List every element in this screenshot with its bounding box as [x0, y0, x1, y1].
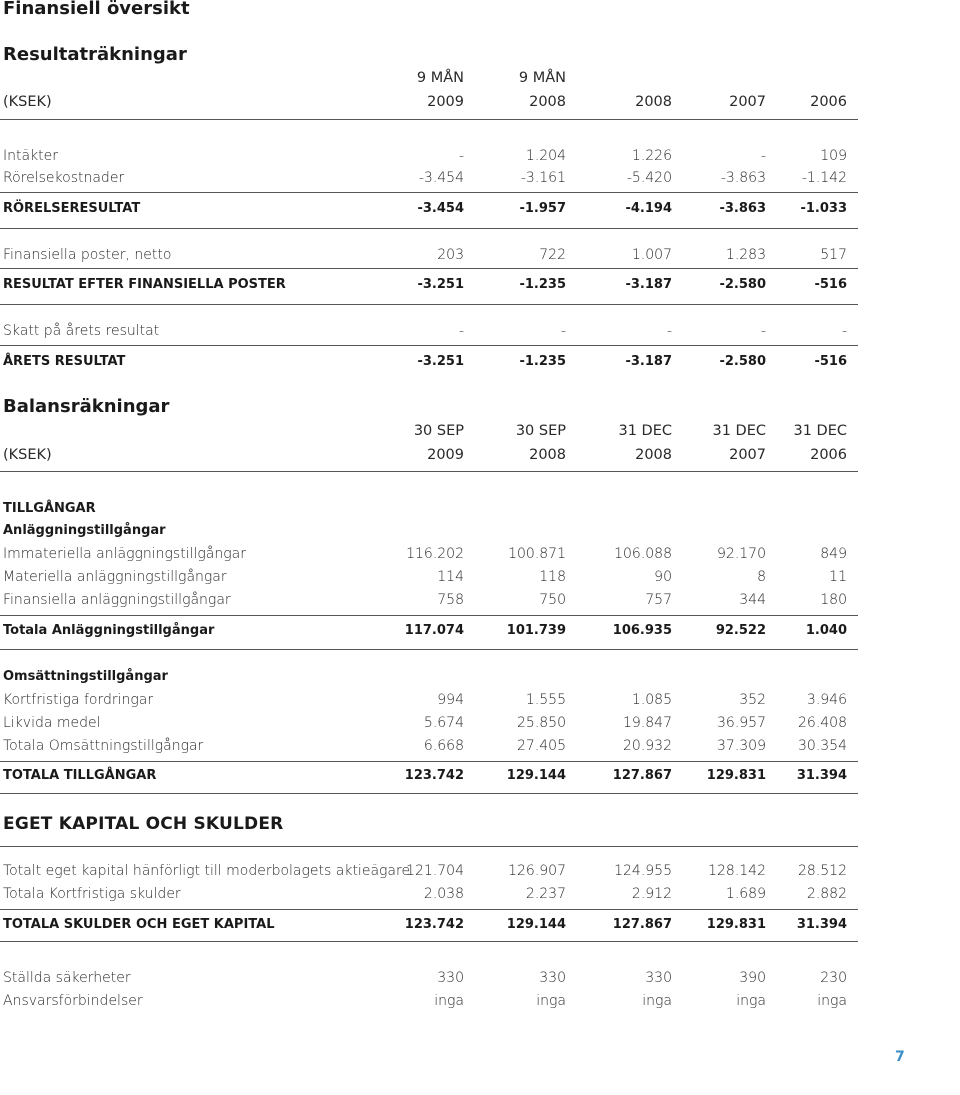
divider [0, 192, 858, 193]
table-row [0, 245, 858, 265]
divider [0, 649, 858, 650]
row-label: Kortfristiga fordringar [3, 692, 154, 708]
column-header: 31 DEC [712, 423, 766, 439]
cell: 2.038 [423, 886, 464, 902]
table-row-total [0, 275, 858, 295]
table-row-total [0, 199, 858, 219]
cell: 117.074 [404, 623, 464, 638]
cell: - [560, 323, 566, 339]
table-row [0, 590, 858, 610]
cell: 750 [539, 592, 566, 608]
cell: 30.354 [798, 738, 847, 754]
divider [0, 119, 858, 120]
cell: 1.204 [525, 148, 566, 164]
cell: 1.226 [631, 148, 672, 164]
cell: -3.161 [520, 170, 566, 186]
column-header: 31 DEC [618, 423, 672, 439]
cell: 230 [820, 970, 847, 986]
cell: -5.420 [626, 170, 672, 186]
cell: 5.674 [423, 715, 464, 731]
row-label: RESULTAT EFTER FINANSIELLA POSTER [3, 277, 286, 292]
cell: 109 [820, 148, 847, 164]
table-row [0, 884, 858, 904]
cell: - [760, 323, 766, 339]
cell: 1.283 [725, 247, 766, 263]
row-label: Finansiella poster, netto [3, 247, 172, 263]
cell: 1.040 [805, 623, 847, 638]
income-header-row-year [0, 92, 858, 112]
current-assets-label: Omsättningstillgångar [3, 669, 168, 684]
row-label: Totala Anläggningstillgångar [3, 623, 215, 638]
divider [0, 846, 858, 847]
cell: 517 [820, 247, 847, 263]
column-header: 2006 [810, 447, 847, 463]
divider [0, 304, 858, 305]
cell: 116.202 [406, 546, 464, 562]
income-statement-heading: Resultaträkningar [3, 44, 187, 65]
table-row [0, 567, 858, 587]
cell: 123.742 [404, 917, 464, 932]
cell: 121.704 [406, 863, 464, 879]
table-row-total [0, 621, 858, 641]
divider [0, 761, 858, 762]
table-row [0, 968, 858, 988]
unit-label: (KSEK) [3, 94, 52, 110]
cell: - [458, 323, 464, 339]
cell: 1.007 [631, 247, 672, 263]
cell: 203 [437, 247, 464, 263]
cell: 3.946 [806, 692, 847, 708]
equity-liabilities-heading: EGET KAPITAL OCH SKULDER [3, 814, 284, 834]
divider [0, 941, 858, 942]
cell: 8 [757, 569, 766, 585]
cell: 31.394 [796, 917, 847, 932]
divider [0, 615, 858, 616]
column-header: 30 SEP [515, 423, 566, 439]
column-header: 9 MÅN [416, 70, 464, 86]
column-header: 2008 [635, 447, 672, 463]
unit-label: (KSEK) [3, 447, 52, 463]
cell: -3.251 [417, 277, 464, 292]
table-row [0, 321, 858, 341]
column-header: 2009 [427, 94, 464, 110]
cell: 2.912 [631, 886, 672, 902]
cell: inga [642, 993, 672, 1009]
divider [0, 345, 858, 346]
table-row [0, 713, 858, 733]
table-row-total [0, 766, 858, 786]
cell: - [458, 148, 464, 164]
column-header: 2007 [729, 94, 766, 110]
cell: 27.405 [517, 738, 566, 754]
table-row-total [0, 915, 858, 935]
table-row [0, 690, 858, 710]
column-header: 2006 [810, 94, 847, 110]
cell: 31.394 [796, 768, 847, 783]
column-header: 2008 [529, 447, 566, 463]
row-label: ÅRETS RESULTAT [3, 354, 126, 369]
row-label: Rörelsekostnader [3, 170, 125, 186]
balance-header-row-year [0, 445, 858, 465]
cell: 352 [739, 692, 766, 708]
table-row [0, 991, 858, 1011]
cell: 1.085 [631, 692, 672, 708]
cell: 25.850 [517, 715, 566, 731]
cell: - [760, 148, 766, 164]
cell: 344 [739, 592, 766, 608]
row-label: Totalt eget kapital hänförligt till moderbolagets aktieägare [3, 863, 411, 879]
divider [0, 471, 858, 472]
column-header: 2008 [635, 94, 672, 110]
row-label: TOTALA TILLGÅNGAR [3, 768, 157, 783]
cell: 26.408 [798, 715, 847, 731]
cell: 330 [539, 970, 566, 986]
row-label: Materiella anläggningstillgångar [3, 569, 227, 585]
income-header-row-period [0, 68, 858, 88]
cell: -3.187 [625, 277, 672, 292]
section-label [0, 521, 858, 541]
cell: -3.251 [417, 354, 464, 369]
cell: 2.237 [525, 886, 566, 902]
cell: 127.867 [612, 917, 672, 932]
cell: 100.871 [508, 546, 566, 562]
cell: -4.194 [625, 201, 672, 216]
cell: inga [817, 993, 847, 1009]
cell: -516 [814, 277, 847, 292]
cell: 124.955 [614, 863, 672, 879]
cell: inga [536, 993, 566, 1009]
row-label: Skatt på årets resultat [3, 323, 160, 339]
table-row [0, 736, 858, 756]
cell: 6.668 [423, 738, 464, 754]
column-header: 30 SEP [413, 423, 464, 439]
row-label: Totala Omsättningstillgångar [3, 738, 204, 754]
row-label: TOTALA SKULDER OCH EGET KAPITAL [3, 917, 275, 932]
cell: 1.555 [525, 692, 566, 708]
column-header: 2008 [529, 94, 566, 110]
table-row [0, 168, 858, 188]
row-label: Finansiella anläggningstillgångar [3, 592, 231, 608]
cell: -3.863 [719, 201, 766, 216]
cell: 994 [437, 692, 464, 708]
balance-sheet-heading: Balansräkningar [3, 396, 170, 417]
cell: -1.235 [519, 277, 566, 292]
cell: 123.742 [404, 768, 464, 783]
cell: 114 [437, 569, 464, 585]
cell: 849 [820, 546, 847, 562]
cell: 20.932 [623, 738, 672, 754]
column-header: 9 MÅN [518, 70, 566, 86]
column-header: 2009 [427, 447, 464, 463]
cell: 92.170 [717, 546, 766, 562]
cell: 101.739 [506, 623, 566, 638]
cell: 92.522 [715, 623, 766, 638]
divider [0, 268, 858, 269]
table-row [0, 861, 858, 881]
row-label: Ställda säkerheter [3, 970, 131, 986]
page-number: 7 [895, 1049, 905, 1065]
table-row-total [0, 352, 858, 372]
divider [0, 228, 858, 229]
cell: 758 [437, 592, 464, 608]
cell: -1.033 [800, 201, 847, 216]
cell: 330 [437, 970, 464, 986]
cell: inga [736, 993, 766, 1009]
cell: 757 [645, 592, 672, 608]
cell: 127.867 [612, 768, 672, 783]
table-row [0, 544, 858, 564]
divider [0, 909, 858, 910]
row-label: Immateriella anläggningstillgångar [3, 546, 246, 562]
cell: 722 [539, 247, 566, 263]
cell: 180 [820, 592, 847, 608]
cell: 128.142 [708, 863, 766, 879]
cell: 106.935 [612, 623, 672, 638]
balance-header-row-date [0, 421, 858, 441]
table-row [0, 146, 858, 166]
cell: 126.907 [508, 863, 566, 879]
cell: -1.957 [519, 201, 566, 216]
cell: - [666, 323, 672, 339]
cell: 36.957 [717, 715, 766, 731]
page-title: Finansiell översikt [3, 0, 190, 19]
cell: 28.512 [798, 863, 847, 879]
row-label: Likvida medel [3, 715, 101, 731]
column-header: 2007 [729, 447, 766, 463]
cell: 11 [829, 569, 847, 585]
cell: 129.831 [706, 768, 766, 783]
cell: -2.580 [719, 277, 766, 292]
cell: -3.454 [417, 201, 464, 216]
cell: 118 [539, 569, 566, 585]
divider [0, 793, 858, 794]
row-label: Intäkter [3, 148, 59, 164]
cell: 390 [739, 970, 766, 986]
cell: 129.144 [506, 917, 566, 932]
cell: 129.144 [506, 768, 566, 783]
section-label [0, 499, 858, 519]
cell: 19.847 [623, 715, 672, 731]
cell: 2.882 [806, 886, 847, 902]
cell: -2.580 [719, 354, 766, 369]
cell: 90 [654, 569, 672, 585]
cell: -3.187 [625, 354, 672, 369]
cell: -3.454 [418, 170, 464, 186]
cell: 330 [645, 970, 672, 986]
cell: 129.831 [706, 917, 766, 932]
row-label: RÖRELSERESULTAT [3, 201, 141, 216]
section-label [0, 667, 858, 687]
assets-label: TILLGÅNGAR [3, 501, 96, 516]
cell: - [841, 323, 847, 339]
cell: inga [434, 993, 464, 1009]
fixed-assets-label: Anläggningstillgångar [3, 523, 166, 538]
cell: 106.088 [614, 546, 672, 562]
cell: -3.863 [720, 170, 766, 186]
row-label: Ansvarsförbindelser [3, 993, 143, 1009]
cell: 1.689 [725, 886, 766, 902]
cell: -516 [814, 354, 847, 369]
cell: 37.309 [717, 738, 766, 754]
cell: -1.142 [801, 170, 847, 186]
row-label: Totala Kortfristiga skulder [3, 886, 181, 902]
column-header: 31 DEC [793, 423, 847, 439]
cell: -1.235 [519, 354, 566, 369]
